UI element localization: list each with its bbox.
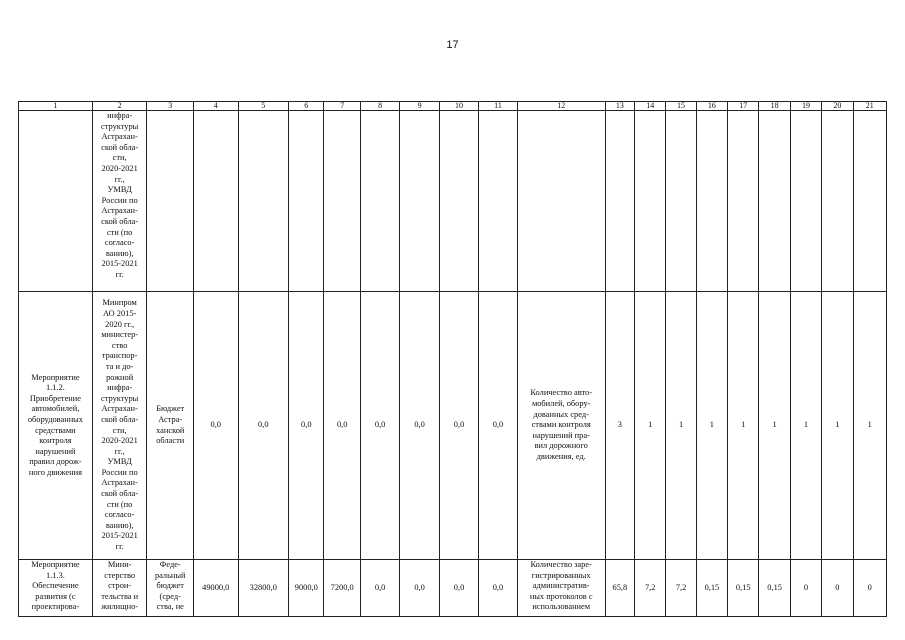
header-cell: 13	[605, 102, 634, 111]
table-cell	[19, 111, 93, 292]
value-cell: 0,0	[360, 292, 399, 560]
indicator-value-cell: 7,2	[635, 560, 666, 617]
table-cell	[289, 111, 324, 292]
value-cell: 0,0	[479, 292, 517, 560]
value-cell: 0,0	[439, 560, 478, 617]
table-cell	[479, 111, 517, 292]
value-cell: 0,0	[400, 292, 439, 560]
table-cell	[759, 111, 790, 292]
value-cell: 0,0	[289, 292, 324, 560]
value-cell: 32800,0	[238, 560, 289, 617]
header-cell: 7	[324, 102, 360, 111]
indicator-value-cell: 0,15	[728, 560, 759, 617]
header-cell: 14	[635, 102, 666, 111]
value-cell: 0,0	[400, 560, 439, 617]
table-cell	[790, 111, 821, 292]
header-cell: 2	[92, 102, 147, 111]
indicator-value-cell: 1	[822, 292, 853, 560]
header-cell: 19	[790, 102, 821, 111]
table-cell	[238, 111, 289, 292]
indicator-value-cell: 1	[696, 292, 727, 560]
header-cell: 15	[666, 102, 696, 111]
value-cell: 0,0	[439, 292, 478, 560]
header-cell: 10	[439, 102, 478, 111]
header-cell: 12	[517, 102, 605, 111]
value-cell: 0,0	[479, 560, 517, 617]
header-cell: 21	[853, 102, 886, 111]
indicator-value-cell: 1	[853, 292, 886, 560]
header-cell: 3	[147, 102, 194, 111]
table-cell	[822, 111, 853, 292]
table-cell	[324, 111, 360, 292]
indicator-value-cell: 0	[853, 560, 886, 617]
executor-cell: Минпром АО 2015- 2020 гг., министер- ство транспор- та и до- рожной инфра- структуры Астрахан- ской обла- сти, 2020-2021 гг., УМВД России по Астрахан- ской обла- сти (по согласо- ванию), 2015-2021 гг.	[92, 292, 147, 560]
indicator-value-cell: 0,15	[696, 560, 727, 617]
executor-cell: Мини- стерство строи- тельства и жилищно-	[92, 560, 147, 617]
indicator-value-cell: 3	[605, 292, 634, 560]
table-cell	[439, 111, 478, 292]
indicator-value-cell: 1	[790, 292, 821, 560]
indicator-value-cell: 0,15	[759, 560, 790, 617]
funding-source-cell: Феде- ральный бюджет (сред- ства, не	[147, 560, 194, 617]
table-cell	[400, 111, 439, 292]
header-cell: 11	[479, 102, 517, 111]
table-row	[19, 292, 887, 560]
program-table	[18, 101, 887, 617]
header-cell: 1	[19, 102, 93, 111]
table-cell	[194, 111, 239, 292]
header-cell: 5	[238, 102, 289, 111]
header-row	[19, 102, 887, 111]
header-cell: 4	[194, 102, 239, 111]
header-cell: 20	[822, 102, 853, 111]
funding-source-cell: Бюджет Астра- ханской области	[147, 292, 194, 560]
page-number: 17	[446, 39, 459, 51]
table-cell	[666, 111, 696, 292]
value-cell: 49000,0	[194, 560, 239, 617]
header-cell: 17	[728, 102, 759, 111]
indicator-value-cell: 1	[728, 292, 759, 560]
activity-cell: Мероприятие 1.1.3. Обеспечение развития (с проектирова-	[19, 560, 93, 617]
table-row	[19, 111, 887, 292]
value-cell: 0,0	[238, 292, 289, 560]
activity-cell: Мероприятие 1.1.2. Приобретение автомобилей, оборудованных средствами контроля нарушений правил дорож- ного движения	[19, 292, 93, 560]
value-cell: 0,0	[360, 560, 399, 617]
indicator-value-cell: 1	[759, 292, 790, 560]
table-cell	[853, 111, 886, 292]
table-cell	[517, 111, 605, 292]
table-cell	[360, 111, 399, 292]
indicator-value-cell: 1	[666, 292, 696, 560]
value-cell: 9000,0	[289, 560, 324, 617]
indicator-value-cell: 7,2	[666, 560, 696, 617]
value-cell: 0,0	[324, 292, 360, 560]
indicator-value-cell: 1	[635, 292, 666, 560]
value-cell: 7200,0	[324, 560, 360, 617]
table-cell	[635, 111, 666, 292]
indicator-name-cell: Количество заре- гистрированных административ- ных протоколов с использованием	[517, 560, 605, 617]
executor-cell: инфра- структуры Астрахан- ской обла- сти, 2020-2021 гг., УМВД России по Астрахан- ской обла- сти (по согласо- ванию), 2015-2021 гг.	[92, 111, 147, 292]
header-cell: 8	[360, 102, 399, 111]
table-cell	[147, 111, 194, 292]
header-cell: 9	[400, 102, 439, 111]
indicator-name-cell: Количество авто- мобилей, обору- дованных сред- ствами контроля нарушений пра- вил дорожного движения, ед.	[517, 292, 605, 560]
indicator-value-cell: 0	[790, 560, 821, 617]
value-cell: 0,0	[194, 292, 239, 560]
header-cell: 18	[759, 102, 790, 111]
header-cell: 6	[289, 102, 324, 111]
table-row	[19, 560, 887, 617]
header-cell: 16	[696, 102, 727, 111]
indicator-value-cell: 65,8	[605, 560, 634, 617]
table-cell	[728, 111, 759, 292]
table-cell	[696, 111, 727, 292]
table-cell	[605, 111, 634, 292]
indicator-value-cell: 0	[822, 560, 853, 617]
